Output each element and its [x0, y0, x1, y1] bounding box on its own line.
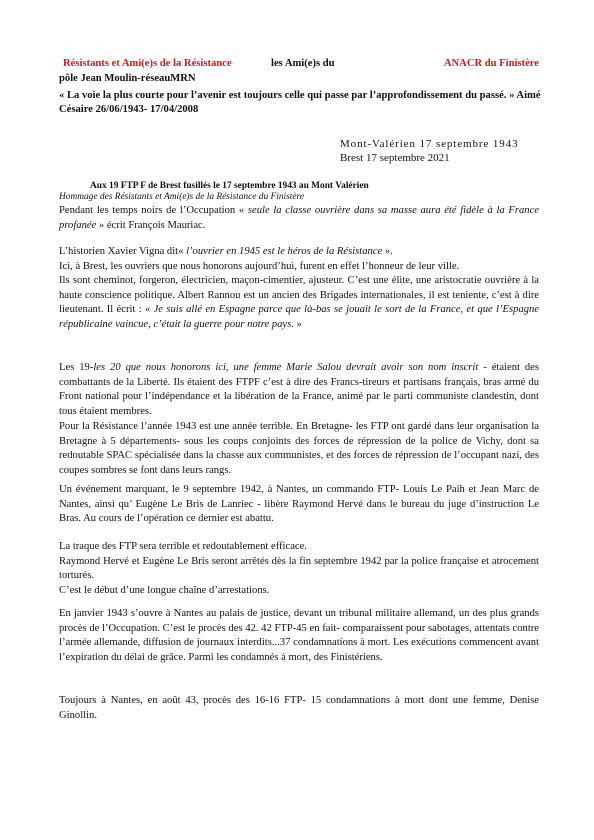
paragraph-4 [59, 420, 539, 478]
p4-text: Pour la Résistance l’année 1943 est une année terrible. En Bretagne- les FTP ont gardé dans leur organisation la Bretagne à 5 départements- sous les coups conjoints des forces de répression de la police de Vichy, dont sa redoutable SPAC spécialisée dans la chasse aux communistes, et des forces de répression de l’occupant nazi, des coupes sombres se font dans leurs rangs. [59, 421, 539, 476]
p6-line-3: C’est le début d’une longue chaîne d’arrestations. [59, 584, 270, 596]
place-date-line-1: Mont-Valérien 17 septembre 1943 [340, 138, 519, 150]
p2-body: Ils sont cheminot, forgeron, électricien, maçon-cimentier, ajusteur. C’est une élite, une aristocratie ouvrière à la haute conscience politique. Albert Rannou est un ancien des Brigades internationales, il est teniente, c’est à dire lieutenant. Il écrit : « [59, 275, 539, 316]
header-middle-org: les Ami(e)s du [271, 58, 335, 69]
document-title: Aux 19 FTP F de Brest fusillés le 17 septembre 1943 au Mont Valérien [90, 181, 369, 191]
p2-rannou-quote: Je suis allé en Espagne parce que là-bas se jouait le sort de la France, et que l’Espagne républicaine vaincue, c’était la guerre pour notre pays [59, 304, 539, 330]
p1-attribution: » écrit François Mauriac. [96, 219, 206, 231]
p2-line-brest: Ici, à Brest, les ouvriers que nous honorons aujourd’hui, furent en effet l’honneur de leur ville. [59, 260, 460, 272]
p1-text: Pendant les temps noirs de l’Occupation « [59, 205, 248, 216]
p8-text: Toujours à Nantes, en août 43, procès des 16-16 FTP- 15 condamnations à mort dont une femme, Denise Ginollin. [59, 695, 539, 721]
p6-line-2: Raymond Hervé et Eugène Le Bris seront arrêtés dès la fin septembre 1942 par la police française et atrocement torturés. [59, 555, 539, 582]
paragraph-8 [59, 694, 539, 723]
place-date-line-2: Brest 17 septembre 2021 [340, 152, 450, 164]
p3-text: Les 19- [59, 362, 94, 373]
paragraph-7 [59, 607, 539, 665]
p1-quote: seule la classe ouvrière dans sa masse aura été fidèle à la France profanée [59, 205, 539, 231]
p2-quote-end: . » [291, 318, 302, 330]
paragraph-2 [59, 245, 539, 333]
paragraph-6 [59, 540, 539, 598]
p6-line-1: La traque des FTP sera terrible et redoutablement efficace. [59, 541, 307, 552]
p3-body: - étaient des combattants de la Liberté. Ils étaient des FTPF c’est à dire des Francs-tireurs et partisans français, bras armé du Front national pour l’indépendance et la libération de la France, animé par le parti communiste clandestin, dont tous étaient membres. [59, 362, 539, 417]
paragraph-1 [59, 204, 539, 233]
header-right-org: ANACR du Finistère [443, 58, 539, 69]
header-left-org: Résistants et Ami(e)s de la Résistance [63, 58, 232, 69]
place-date [340, 137, 519, 165]
p2-quote: l’ouvrier en 1945 est le héros de la Résistance [186, 246, 383, 257]
p5-text: Un événement marquant, le 9 septembre 1942, à Nantes, un commando FTP- Louis Le Paih et Jean Marc de Nantes, ainsi qu’ Eugène Le Bris de Lanriec - libère Raymond Hervé dans le bureau du juge d’instruction Le Bras. Au cours de l’opération ce dernier est abattu. [59, 484, 539, 525]
p3-italic: les 20 que nous honorons ici, une femme Marie Salou devrait avoir son nom inscrit [93, 362, 479, 373]
document-subtitle: Hommage des Résistants et Ami(e)s de la Résistance du Finistère [59, 192, 305, 202]
p2-text-end: ». [382, 246, 393, 257]
header-pole: pôle Jean Moulin-réseauMRN [59, 73, 196, 84]
paragraph-5 [59, 483, 539, 527]
paragraph-3 [59, 361, 539, 419]
letterhead [59, 58, 539, 72]
p2-text: L’historien Xavier Vigna dit« [59, 246, 187, 257]
epigraph-quote: « La voie la plus courte pour l’avenir est toujours celle qui passe par l’approfondissement du passé. » Aimé Césaire 26/06/1943- 17/04/2008 [59, 90, 541, 115]
p7-text: En janvier 1943 s’ouvre à Nantes au palais de justice, devant un tribunal militaire allemand, un des plus grands procès de l’Occupation. C’est le procès des 42. 42 FTP-45 en fait- comparaissent pour sabotages, attentats contre l’armée allemande, diffusion de journaux interdits...37 condamnations à mort. Les exécutions commencent avant l’expiration du délai de grâce. Parmi les condamnés à mort, des Finistériens. [59, 608, 539, 663]
